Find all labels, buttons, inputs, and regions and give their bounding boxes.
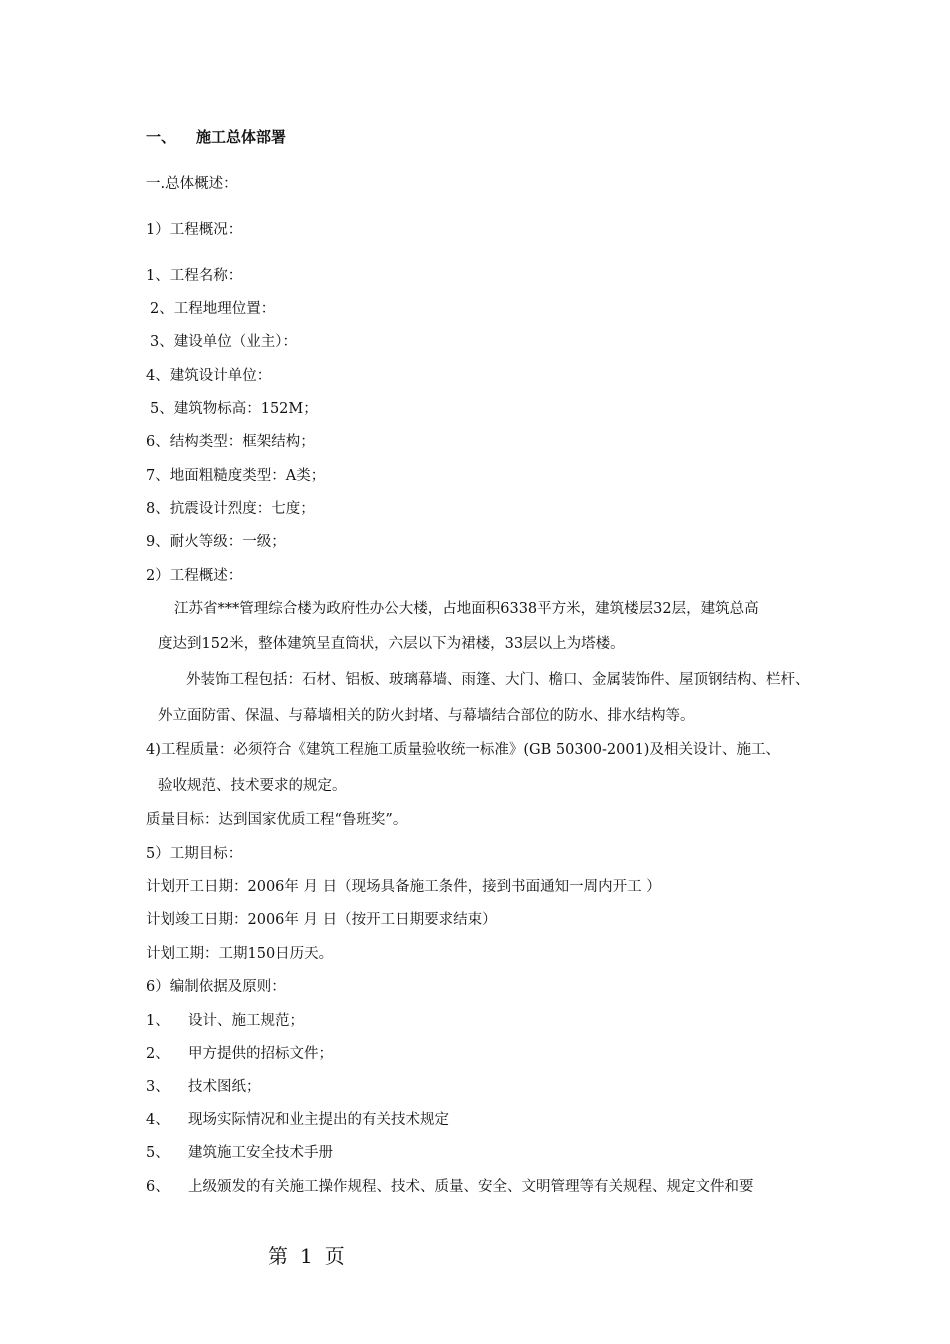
item-project-name: 1、工程名称：: [146, 268, 243, 284]
basis-item: [146, 1077, 261, 1097]
paragraph-summary-line-2: 度达到152米，整体建筑呈直筒状，六层以下为裙楼，33层以上为塔楼。: [158, 636, 625, 652]
basis-item: [146, 1177, 754, 1197]
item-elevation: 5、建筑物标高：152M；: [150, 401, 318, 417]
subheading-overview: 一.总体概述：: [146, 176, 238, 192]
planned-duration: 计划工期：工期150日历天。: [146, 946, 334, 962]
basis-item-text: 设计、施工规范；: [188, 1013, 304, 1029]
paragraph-facade-line-2: 外立面防雷、保温、与幕墙相关的防火封堵、与幕墙结合部位的防水、排水结构等。: [158, 708, 695, 724]
basis-item-number: 5、: [146, 1145, 170, 1161]
paragraph-summary-line-1: 江苏省***管理综合楼为政府性办公大楼，占地面积6338平方米，建筑楼层32层，建筑总高: [174, 601, 759, 617]
item-location: 2、工程地理位置：: [150, 301, 276, 317]
basis-item-text: 甲方提供的招标文件；: [188, 1046, 333, 1062]
basis-item: [146, 1011, 304, 1031]
footer-suffix: 页: [324, 1244, 347, 1268]
paragraph-quality-line-1: 4)工程质量：必须符合《建筑工程施工质量验收统一标准》(GB 50300-2001)及相关设计、施工、: [146, 742, 780, 758]
basis-item-number: 6、: [146, 1179, 170, 1195]
subheading-schedule: 5）工期目标：: [146, 846, 243, 862]
item-structure-type: 6、结构类型：框架结构；: [146, 434, 315, 450]
basis-item-number: 3、: [146, 1079, 170, 1095]
basis-item: [146, 1044, 333, 1064]
basis-item-number: 2、: [146, 1046, 170, 1062]
basis-item-number: 1、: [146, 1013, 170, 1029]
section-heading: [146, 127, 286, 147]
item-roughness: 7、地面粗糙度类型：A类；: [146, 468, 326, 484]
quality-target: 质量目标：达到国家优质工程“鲁班奖”。: [146, 812, 408, 828]
planned-start-date: 计划开工日期：2006年 月 日（现场具备施工条件，接到书面通知一周内开工 ）: [146, 879, 661, 895]
item-seismic: 8、抗震设计烈度：七度；: [146, 501, 315, 517]
basis-item-text: 技术图纸；: [188, 1079, 261, 1095]
subheading-project-summary: 2）工程概述：: [146, 568, 243, 584]
subheading-basis: 6）编制依据及原则：: [146, 979, 286, 995]
basis-item-text: 上级颁发的有关施工操作规程、技术、质量、安全、文明管理等有关规程、规定文件和要: [188, 1179, 754, 1195]
page-footer: [268, 1240, 357, 1269]
basis-item: [146, 1110, 449, 1130]
paragraph-facade-line-1: 外装饰工程包括：石材、铝板、玻璃幕墙、雨篷、大门、檐口、金属装饰件、屋顶钢结构、栏杆、: [186, 672, 810, 688]
basis-item-text: 现场实际情况和业主提出的有关技术规定: [188, 1112, 449, 1128]
footer-prefix: 第: [268, 1244, 290, 1268]
heading-number: 一、: [146, 128, 177, 146]
basis-item: [146, 1143, 333, 1163]
paragraph-quality-line-2: 验收规范、技术要求的规定。: [158, 778, 347, 794]
page-number: 1: [300, 1244, 315, 1268]
basis-item-text: 建筑施工安全技术手册: [188, 1145, 333, 1161]
planned-completion-date: 计划竣工日期：2006年 月 日（按开工日期要求结束）: [146, 912, 497, 928]
item-owner: 3、建设单位（业主）：: [150, 334, 297, 350]
item-design-unit: 4、建筑设计单位：: [146, 368, 272, 384]
basis-item-number: 4、: [146, 1112, 170, 1128]
item-fire-rating: 9、耐火等级：一级；: [146, 534, 286, 550]
heading-text: 施工总体部署: [196, 128, 287, 146]
subheading-project-status: 1）工程概况：: [146, 222, 243, 238]
